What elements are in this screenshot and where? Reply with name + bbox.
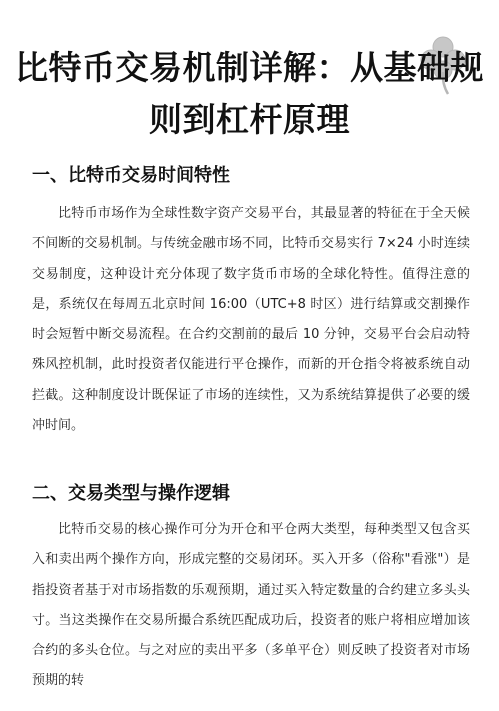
section-paragraph-types: 比特币交易的核心操作可分为开仓和平仓两大类型，每种类型又包含买入和卖出两个操作方向，形成完整的交易闭环。买入开多（俗称"看涨"）是指投资者基于对市场指数的乐观预期，通过买入特定数量的合约建立多头头寸。当这类操作在交易所撮合系统匹配成功后，投资者的账户将相应增加该合约的多头仓位。与之对应的卖出平多（多单平仓）则反映了投资者对市场预期的转 (32, 522, 470, 689)
section-heading-types: 二、交易类型与操作逻辑 (32, 483, 230, 504)
page-title: 比特币交易机制详解：从基础规则到杠杆原理 (15, 48, 484, 139)
section-heading-time: 一、比特币交易时间特性 (32, 165, 230, 186)
section-paragraph-time: 比特币市场作为全球性数字资产交易平台，其最显著的特征在于全天候不间断的交易机制。与传统金融市场不同，比特币交易实行 7×24 小时连续交易制度，这种设计充分体现了数字货币市场的全球化特性。值得注意的是，系统仅在每周五北京时间 16:00（UTC+8 时区）进行结算或交割操作时会短暂中断交易流程。在合约交割前的最后 10 分钟，交易平台会启动特殊风控机制，此时投资者仅能进行平仓操作，而新的开仓指令将被系统自动拦截。这种制度设计既保证了市场的连续性，又为系统结算提供了必要的缓冲时间。 (32, 206, 470, 434)
